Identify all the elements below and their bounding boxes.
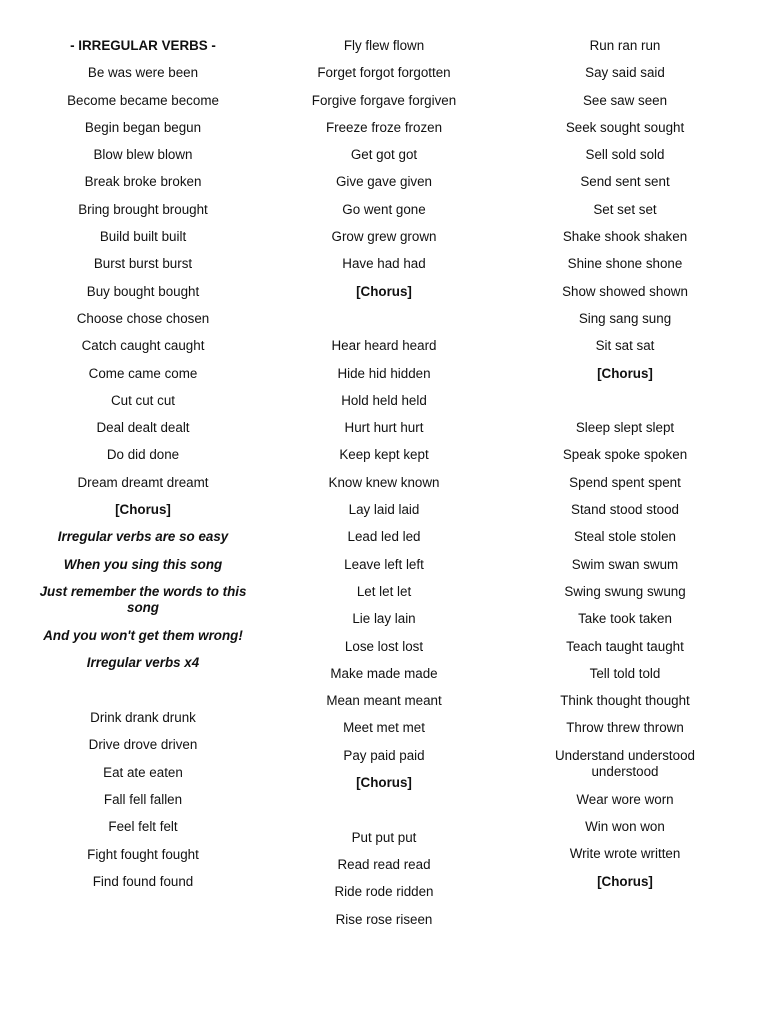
verb-line: Come came come xyxy=(88,365,198,381)
verb-line: Know knew known xyxy=(328,474,440,490)
verb-line: Forgive forgave forgiven xyxy=(311,92,457,108)
verb-line: Eat ate eaten xyxy=(103,764,183,780)
verb-line: Feel felt felt xyxy=(108,819,178,835)
verb-line: Hold held held xyxy=(341,392,427,408)
verb-line: Buy bought bought xyxy=(86,283,200,299)
verb-line: Seek sought sought xyxy=(565,119,685,135)
verb-line: Set set set xyxy=(593,201,657,217)
verb-line: Run ran run xyxy=(589,38,661,53)
verb-line: Lead led led xyxy=(347,529,421,545)
blank-line xyxy=(279,802,489,819)
verb-line: Cut cut cut xyxy=(110,392,175,408)
verb-line: Drink drank drunk xyxy=(90,710,196,726)
verb-line: Hurt hurt hurt xyxy=(344,420,424,436)
verb-line: Hear heard heard xyxy=(331,338,437,354)
chorus-marker: [Chorus] xyxy=(356,283,412,299)
verb-line: Win won won xyxy=(585,819,665,835)
verb-line: Give gave given xyxy=(335,174,433,190)
verb-line: Rise rose riseen xyxy=(335,911,433,927)
verb-line: Fall fell fallen xyxy=(103,791,183,807)
verb-line: Fly flew flown xyxy=(343,38,425,53)
lyric-line: When you sing this song xyxy=(63,556,223,572)
verb-line: Sit sat sat xyxy=(595,338,655,354)
chorus-marker: [Chorus] xyxy=(597,365,653,381)
verb-line: Break broke broken xyxy=(84,174,202,190)
column-1 xyxy=(38,38,248,901)
verb-line: Pay paid paid xyxy=(343,747,425,763)
verb-line: Mean meant meant xyxy=(326,693,442,709)
verb-line: Dream dreamt dreamt xyxy=(77,474,209,490)
verb-line: Teach taught taught xyxy=(566,638,684,654)
verb-line: Do did done xyxy=(106,447,180,463)
verb-line: Steal stole stolen xyxy=(574,529,676,545)
verb-line: Let let let xyxy=(356,583,412,599)
verb-line: Sing sang sung xyxy=(578,310,672,326)
verb-line: Become became become xyxy=(67,92,219,108)
verb-line: Lie lay lain xyxy=(352,611,416,627)
verb-line: Shake shook shaken xyxy=(562,229,688,245)
verb-line: Tell told told xyxy=(589,665,661,681)
verb-line: Freeze froze frozen xyxy=(325,119,443,135)
verb-line: Build built built xyxy=(99,229,187,245)
verb-line: Go went gone xyxy=(342,201,426,217)
verb-line: Deal dealt dealt xyxy=(96,420,190,436)
verb-line: Think thought thought xyxy=(560,693,690,709)
verb-line: Read read read xyxy=(337,856,431,872)
verb-line: Sell sold sold xyxy=(585,147,665,163)
verb-line: Wear wore worn xyxy=(576,791,674,807)
verb-line: Choose chose chosen xyxy=(76,310,210,326)
verb-line: Forget forgot forgotten xyxy=(317,65,451,81)
verb-line: Have had had xyxy=(342,256,426,272)
verb-line: Be was were been xyxy=(87,65,199,81)
verb-line: Keep kept kept xyxy=(339,447,429,463)
verb-line: Fight fought fought xyxy=(87,846,199,862)
verb-line: Sleep slept slept xyxy=(575,420,675,436)
verb-line: Say said said xyxy=(585,65,665,81)
blank-line xyxy=(38,683,248,700)
lyric-line: And you won't get them wrong! xyxy=(43,627,243,643)
verb-line: See saw seen xyxy=(582,92,668,108)
page-title: - IRREGULAR VERBS - xyxy=(70,38,216,53)
chorus-marker: [Chorus] xyxy=(356,775,412,791)
chorus-marker: [Chorus] xyxy=(115,502,171,518)
verb-line: Meet met met xyxy=(343,720,425,736)
verb-line: Drive drove driven xyxy=(88,737,198,753)
verb-line: Swing swung swung xyxy=(564,583,686,599)
verb-line: Send sent sent xyxy=(580,174,670,190)
verb-line: Swim swan swum xyxy=(571,556,679,572)
verb-line: Burst burst burst xyxy=(93,256,193,272)
blank-line xyxy=(520,393,730,410)
verb-line: Leave left left xyxy=(344,556,424,572)
verb-line: Catch caught caught xyxy=(81,338,205,354)
verb-line: Blow blew blown xyxy=(93,147,193,163)
verb-line: Make made made xyxy=(330,665,438,681)
verb-line: Spend spent spent xyxy=(569,474,681,490)
verb-line: Put put put xyxy=(351,829,417,845)
verb-line: Speak spoke spoken xyxy=(562,447,688,463)
verb-line: Lose lost lost xyxy=(344,638,424,654)
verb-line: Throw threw thrown xyxy=(566,720,684,736)
verb-line: Bring brought brought xyxy=(78,201,208,217)
verb-line: Grow grew grown xyxy=(331,229,437,245)
verb-line: Write wrote written xyxy=(569,846,681,862)
verb-line: Ride rode ridden xyxy=(334,884,434,900)
verb-line: Lay laid laid xyxy=(348,502,420,518)
verb-line: Stand stood stood xyxy=(571,502,679,518)
verb-line: Hide hid hidden xyxy=(337,365,431,381)
verb-line: Find found found xyxy=(92,873,194,889)
verb-line: Get got got xyxy=(350,147,418,163)
blank-line xyxy=(279,311,489,328)
lyric-line: Irregular verbs are so easy xyxy=(57,529,229,545)
verb-line: Begin began begun xyxy=(84,119,202,135)
column-2 xyxy=(279,38,489,939)
column-3 xyxy=(520,38,730,901)
lyric-line: Irregular verbs x4 xyxy=(86,655,200,671)
verb-line: Shine shone shone xyxy=(567,256,683,272)
verb-line: Show showed shown xyxy=(562,283,688,299)
verb-line: Understand understood understood xyxy=(555,747,695,780)
verb-line: Take took taken xyxy=(578,611,672,627)
chorus-marker: [Chorus] xyxy=(597,873,653,889)
lyric-line: Just remember the words to this song xyxy=(39,583,247,616)
